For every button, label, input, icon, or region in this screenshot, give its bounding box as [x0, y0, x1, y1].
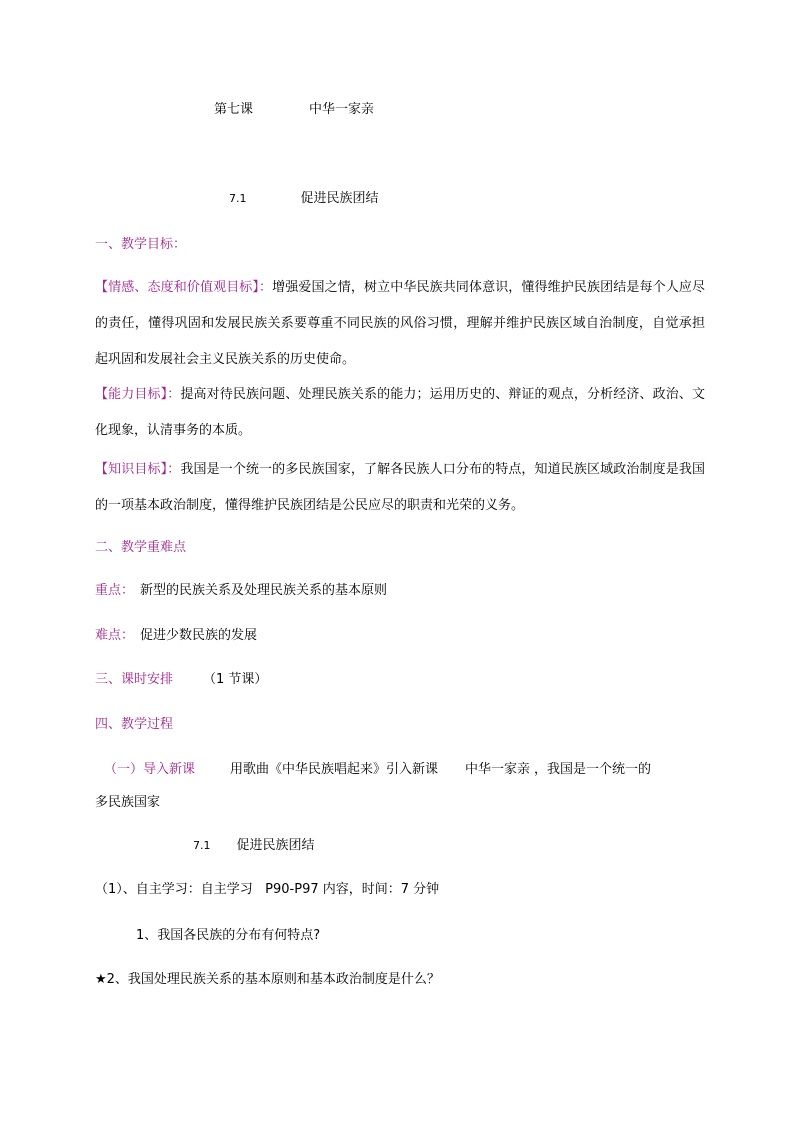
intro-text-3: ，我国是一个统一的 — [534, 762, 652, 777]
section-heading — [229, 190, 379, 208]
class-hours-text: （1 节课） — [203, 672, 268, 687]
lesson-label: 第七课 — [214, 102, 254, 117]
goal-emotion-paragraph — [95, 270, 705, 378]
key-point-text: 新型的民族关系及处理民族关系的基本原则 — [140, 583, 388, 598]
intro-label: （一）导入新课 — [104, 762, 196, 777]
key-point-label: 重点： — [95, 583, 135, 598]
intro-line-2: 多民族国家 — [95, 795, 161, 810]
difficult-point-line — [95, 627, 257, 645]
goal-emotion-text: 增强爱国之情，树立中华民族共同体意识，懂得维护民族团结是每个人应尽的责任，懂得巩固和发展民族关系要尊重不同民族的风俗习惯，理解并维护民族区域自治制度，自觉承担起巩固和发展社会主义民族关系的历史使命。 — [95, 280, 705, 367]
goal-ability-label: 【能力目标】： — [95, 387, 181, 402]
difficult-point-label: 难点： — [95, 628, 135, 643]
intro-text-2: 中华一家亲 — [465, 762, 531, 777]
question-1: 1、我国各民族的分布有何特点? — [136, 928, 321, 943]
key-point-line — [95, 582, 387, 600]
section-number-2: 7.1 — [193, 839, 211, 852]
section-heading-2 — [193, 837, 315, 855]
goal-ability-text: 提高对待民族问题、处理民族关系的能力；运用历史的、辩证的观点，分析经济、政治、文化现象，认清事务的本质。 — [95, 387, 705, 438]
class-hours-label: 三、课时安排 — [95, 672, 174, 687]
section-title: 促进民族团结 — [300, 191, 379, 206]
heading-key-difficult: 二、教学重难点 — [95, 540, 187, 555]
goal-knowledge-label: 【知识目标】： — [95, 462, 181, 477]
difficult-point-text: 促进少数民族的发展 — [140, 628, 258, 643]
goal-ability-paragraph — [95, 377, 705, 449]
question-2-line — [95, 971, 440, 989]
intro-line — [104, 761, 651, 779]
self-study-line: （1）、自主学习：自主学习 P90-P97 内容，时间：7 分钟 — [95, 882, 440, 897]
question-2: 2、我国处理民族关系的基本原则和基本政治制度是什么？ — [106, 972, 440, 987]
goal-knowledge-paragraph — [95, 452, 705, 524]
section-number: 7.1 — [229, 192, 247, 205]
goal-knowledge-text: 我国是一个统一的多民族国家，了解各民族人口分布的特点，知道民族区域政治制度是我国的一项基本政治制度，懂得维护民族团结是公民应尽的职责和光荣的义务。 — [95, 462, 705, 513]
heading-teaching-process: 四、教学过程 — [95, 717, 174, 732]
intro-text-1: 用歌曲《中华民族唱起来》引入新课 — [230, 762, 439, 777]
lesson-heading — [214, 101, 374, 119]
class-hours-line — [95, 671, 267, 689]
heading-teaching-goals: 一、教学目标： — [95, 237, 187, 252]
section-title-2: 促进民族团结 — [236, 838, 315, 853]
goal-emotion-label: 【情感、态度和价值观目标】： — [95, 280, 273, 295]
lesson-title: 中华一家亲 — [309, 102, 375, 117]
star-icon: ★ — [95, 972, 107, 987]
